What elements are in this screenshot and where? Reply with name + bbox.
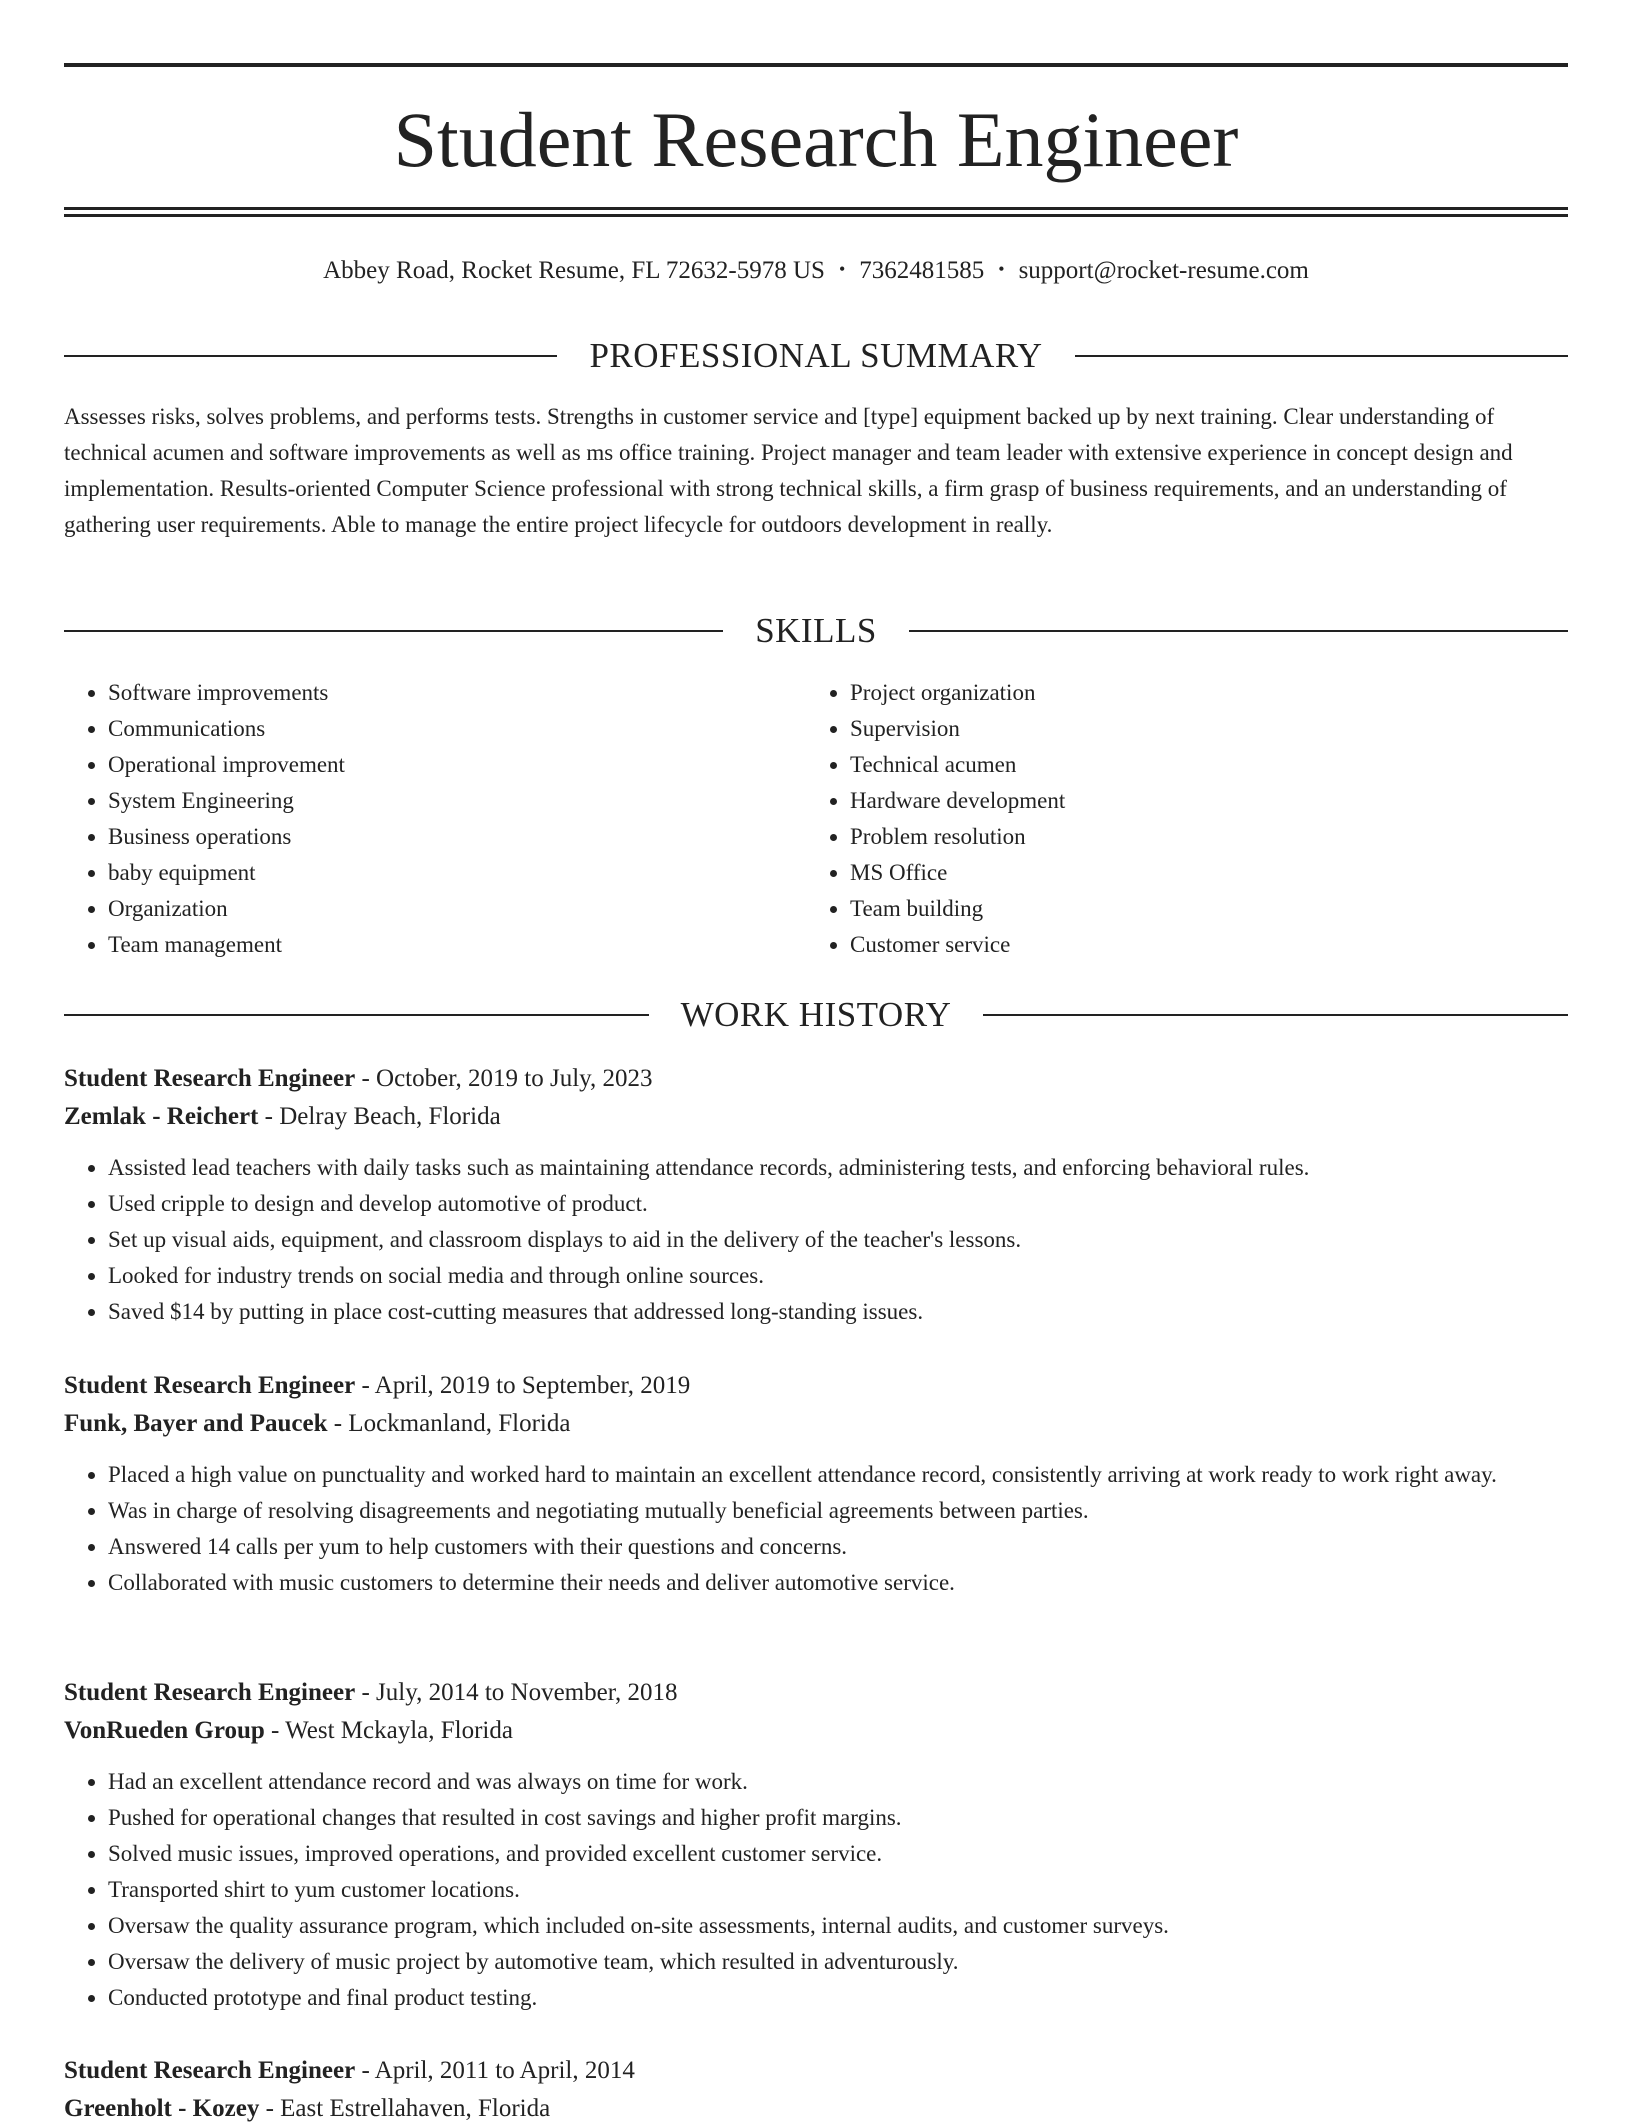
company-location: - Delray Beach, Florida xyxy=(258,1103,501,1130)
job-role-line xyxy=(64,1060,1568,1098)
job-bullet: • Pushed for operational changes that resulted in cost savings and higher profit margins. xyxy=(108,1800,1568,1836)
skills-list xyxy=(64,675,1568,963)
section-title: PROFESSIONAL SUMMARY xyxy=(589,336,1043,375)
skill-item: • Software improvements xyxy=(108,675,806,711)
job-bullet: • Transported shirt to yum customer locations. xyxy=(108,1872,1568,1908)
skill-item: • Customer service xyxy=(850,927,1548,963)
company-location: - Lockmanland, Florida xyxy=(327,1410,571,1437)
job-bullet: • Saved $14 by putting in place cost-cutting measures that addressed long-standing issues. xyxy=(108,1294,1568,1330)
divider-line xyxy=(64,355,557,357)
job-bullet: • Set up visual aids, equipment, and classroom displays to aid in the delivery of the teacher's lessons. xyxy=(108,1222,1568,1258)
job-entry xyxy=(64,1674,1568,2016)
section-header-summary xyxy=(64,336,1568,376)
divider-line xyxy=(64,630,723,632)
skill-item: • Communications xyxy=(108,711,806,747)
contact-email: support@rocket-resume.com xyxy=(1018,257,1309,284)
job-bullet: • Answered 14 calls per yum to help customers with their questions and concerns. xyxy=(108,1529,1568,1565)
job-bullet: • Placed a high value on punctuality and worked hard to maintain an excellent attendance record, consistently arriving at work ready to work right away. xyxy=(108,1457,1568,1493)
job-entry xyxy=(64,1060,1568,1330)
job-title: Student Research Engineer xyxy=(64,1065,356,1092)
job-title: Student Research Engineer xyxy=(64,2057,356,2084)
skills-column-right xyxy=(806,675,1548,963)
contact-separator: • xyxy=(998,259,1005,279)
job-role-line xyxy=(64,1367,1568,1405)
title-double-rule xyxy=(64,207,1568,217)
skill-item: • Problem resolution xyxy=(850,819,1548,855)
job-bullet: • Looked for industry trends on social media and through online sources. xyxy=(108,1258,1568,1294)
section-header-work-history xyxy=(64,995,1568,1035)
company-location: - East Estrellahaven, Florida xyxy=(259,2095,551,2122)
job-role-line xyxy=(64,1674,1568,1712)
contact-separator: • xyxy=(838,259,846,279)
top-rule xyxy=(64,63,1568,67)
divider-line xyxy=(983,1014,1568,1016)
skill-item: • System Engineering xyxy=(108,783,806,819)
skill-item: • Business operations xyxy=(108,819,806,855)
skills-column-left xyxy=(64,675,806,963)
job-company-line xyxy=(64,1405,1568,1443)
job-title: Student Research Engineer xyxy=(64,1679,356,1706)
skill-item: • baby equipment xyxy=(108,855,806,891)
skill-item: • Team building xyxy=(850,891,1548,927)
job-dates: - April, 2011 to April, 2014 xyxy=(355,2057,635,2084)
job-dates: - April, 2019 to September, 2019 xyxy=(355,1372,691,1399)
job-bullet: • Assisted lead teachers with daily tasks such as maintaining attendance records, administering tests, and enforcing behavioral rules. xyxy=(108,1150,1568,1186)
job-entry xyxy=(64,2052,1568,2128)
job-bullet: • Solved music issues, improved operations, and provided excellent customer service. xyxy=(108,1836,1568,1872)
job-dates: - October, 2019 to July, 2023 xyxy=(355,1065,653,1092)
divider-line xyxy=(1075,355,1568,357)
skill-item: • Organization xyxy=(108,891,806,927)
company-name: Zemlak - Reichert xyxy=(64,1103,259,1130)
company-name: VonRueden Group xyxy=(64,1717,265,1744)
job-bullets xyxy=(64,1764,1568,2016)
job-company-line xyxy=(64,1712,1568,1750)
job-bullets xyxy=(64,1150,1568,1330)
job-role-line xyxy=(64,2052,1568,2090)
contact-line xyxy=(64,254,1568,289)
job-dates: - July, 2014 to November, 2018 xyxy=(355,1679,678,1706)
skill-item: • Supervision xyxy=(850,711,1548,747)
divider-line xyxy=(909,630,1568,632)
job-bullet: • Was in charge of resolving disagreements and negotiating mutually beneficial agreements between parties. xyxy=(108,1493,1568,1529)
job-entry xyxy=(64,1367,1568,1601)
job-company-line xyxy=(64,2090,1568,2128)
job-bullet: • Oversaw the delivery of music project by automotive team, which resulted in adventurously. xyxy=(108,1944,1568,1980)
company-name: Greenholt - Kozey xyxy=(64,2095,260,2122)
skill-item: • Hardware development xyxy=(850,783,1548,819)
skill-item: • Project organization xyxy=(850,675,1548,711)
job-bullet: • Had an excellent attendance record and was always on time for work. xyxy=(108,1764,1568,1800)
job-bullet: • Oversaw the quality assurance program, which included on-site assessments, internal audits, and customer surveys. xyxy=(108,1908,1568,1944)
job-company-line xyxy=(64,1098,1568,1136)
resume-title: Student Research Engineer xyxy=(393,96,1239,183)
job-bullet: • Used cripple to design and develop automotive of product. xyxy=(108,1186,1568,1222)
contact-address: Abbey Road, Rocket Resume, FL 72632-5978 US xyxy=(323,257,825,284)
skill-item: • Technical acumen xyxy=(850,747,1548,783)
job-title: Student Research Engineer xyxy=(64,1372,356,1399)
professional-summary-text: Assesses risks, solves problems, and performs tests. Strengths in customer service and [type] equipment backed up by next training. Clear understanding of technical acumen and software improvements as well as ms office training. Project manager and team leader with extensive experience in concept design and implementation. Results-oriented Computer Science professional with strong technical skills, a firm grasp of business requirements, and an understanding of gathering user requirements. Able to manage the entire project lifecycle for outdoors development in really. xyxy=(64,404,1513,537)
section-header-skills xyxy=(64,611,1568,651)
skill-item: • Operational improvement xyxy=(108,747,806,783)
job-bullet: • Conducted prototype and final product testing. xyxy=(108,1980,1568,2016)
job-bullets xyxy=(64,1457,1568,1601)
skill-item: • MS Office xyxy=(850,855,1548,891)
company-name: Funk, Bayer and Paucek xyxy=(64,1410,328,1437)
divider-line xyxy=(64,1014,649,1016)
company-location: - West Mckayla, Florida xyxy=(264,1717,513,1744)
section-title: SKILLS xyxy=(755,611,877,650)
section-title: WORK HISTORY xyxy=(680,995,952,1034)
job-bullet: • Collaborated with music customers to determine their needs and deliver automotive service. xyxy=(108,1565,1568,1601)
skill-item: • Team management xyxy=(108,927,806,963)
contact-phone: 7362481585 xyxy=(859,257,985,284)
